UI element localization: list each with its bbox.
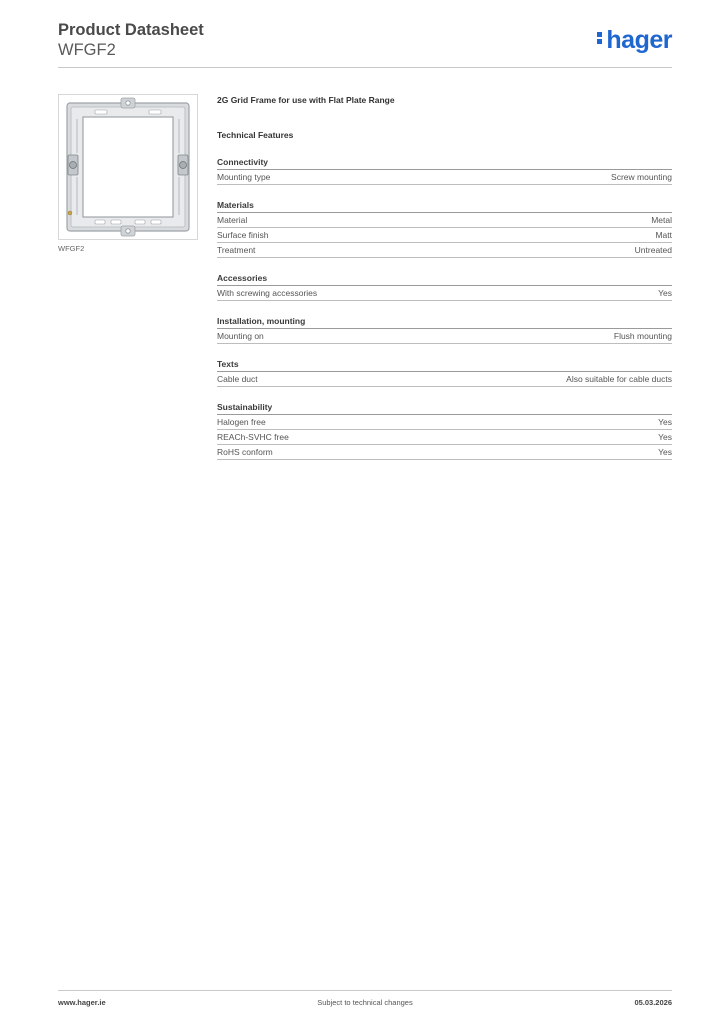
spec-label: Mounting on	[217, 331, 264, 341]
spec-value: Yes	[658, 288, 672, 298]
spec-row	[217, 329, 672, 344]
footer-divider	[58, 990, 672, 991]
section-sustainability	[217, 401, 672, 460]
product-code: WFGF2	[58, 41, 116, 59]
section-title: Materials	[217, 199, 672, 213]
footer-note: Subject to technical changes	[317, 998, 413, 1007]
page-title: Product Datasheet	[58, 21, 204, 39]
datasheet-content	[217, 95, 672, 460]
section-title: Sustainability	[217, 401, 672, 415]
section-accessories	[217, 272, 672, 301]
spec-label: Treatment	[217, 245, 256, 255]
spec-row	[217, 415, 672, 430]
spec-row	[217, 445, 672, 460]
footer-date: 05.03.2026	[634, 998, 672, 1007]
spec-row	[217, 170, 672, 185]
section-title: Accessories	[217, 272, 672, 286]
spec-value: Metal	[651, 215, 672, 225]
logo-dots-icon	[597, 30, 603, 46]
spec-value: Matt	[655, 230, 672, 240]
section-title: Connectivity	[217, 156, 672, 170]
section-installation	[217, 315, 672, 344]
logo-text: hager	[606, 26, 672, 54]
section-connectivity	[217, 156, 672, 185]
section-texts	[217, 358, 672, 387]
spec-label: Material	[217, 215, 248, 225]
spec-row	[217, 286, 672, 301]
spec-label: REACh-SVHC free	[217, 432, 289, 442]
spec-label: Mounting type	[217, 172, 271, 182]
grid-frame-icon	[59, 95, 197, 239]
spec-row	[217, 372, 672, 387]
spec-value: Also suitable for cable ducts	[566, 374, 672, 384]
spec-value: Flush mounting	[613, 331, 672, 341]
spec-row	[217, 243, 672, 258]
product-name: 2G Grid Frame for use with Flat Plate Range	[217, 95, 395, 105]
section-materials	[217, 199, 672, 258]
spec-value: Yes	[658, 417, 672, 427]
spec-label: Halogen free	[217, 417, 266, 427]
website-link[interactable]: www.hager.ie	[58, 998, 106, 1007]
product-image	[58, 94, 198, 240]
spec-row	[217, 228, 672, 243]
spec-label: With screwing accessories	[217, 288, 318, 298]
spec-label: Cable duct	[217, 374, 258, 384]
spec-value: Yes	[658, 447, 672, 457]
header-divider	[58, 67, 672, 68]
spec-value: Yes	[658, 432, 672, 442]
hager-logo	[597, 26, 672, 54]
page-header	[58, 20, 672, 68]
spec-label: Surface finish	[217, 230, 269, 240]
spec-row	[217, 430, 672, 445]
technical-features-heading: Technical Features	[217, 130, 294, 140]
section-title: Installation, mounting	[217, 315, 672, 329]
image-caption: WFGF2	[58, 244, 85, 253]
spec-row	[217, 213, 672, 228]
spec-value: Untreated	[634, 245, 672, 255]
spec-label: RoHS conform	[217, 447, 273, 457]
spec-value: Screw mounting	[611, 172, 672, 182]
section-title: Texts	[217, 358, 672, 372]
